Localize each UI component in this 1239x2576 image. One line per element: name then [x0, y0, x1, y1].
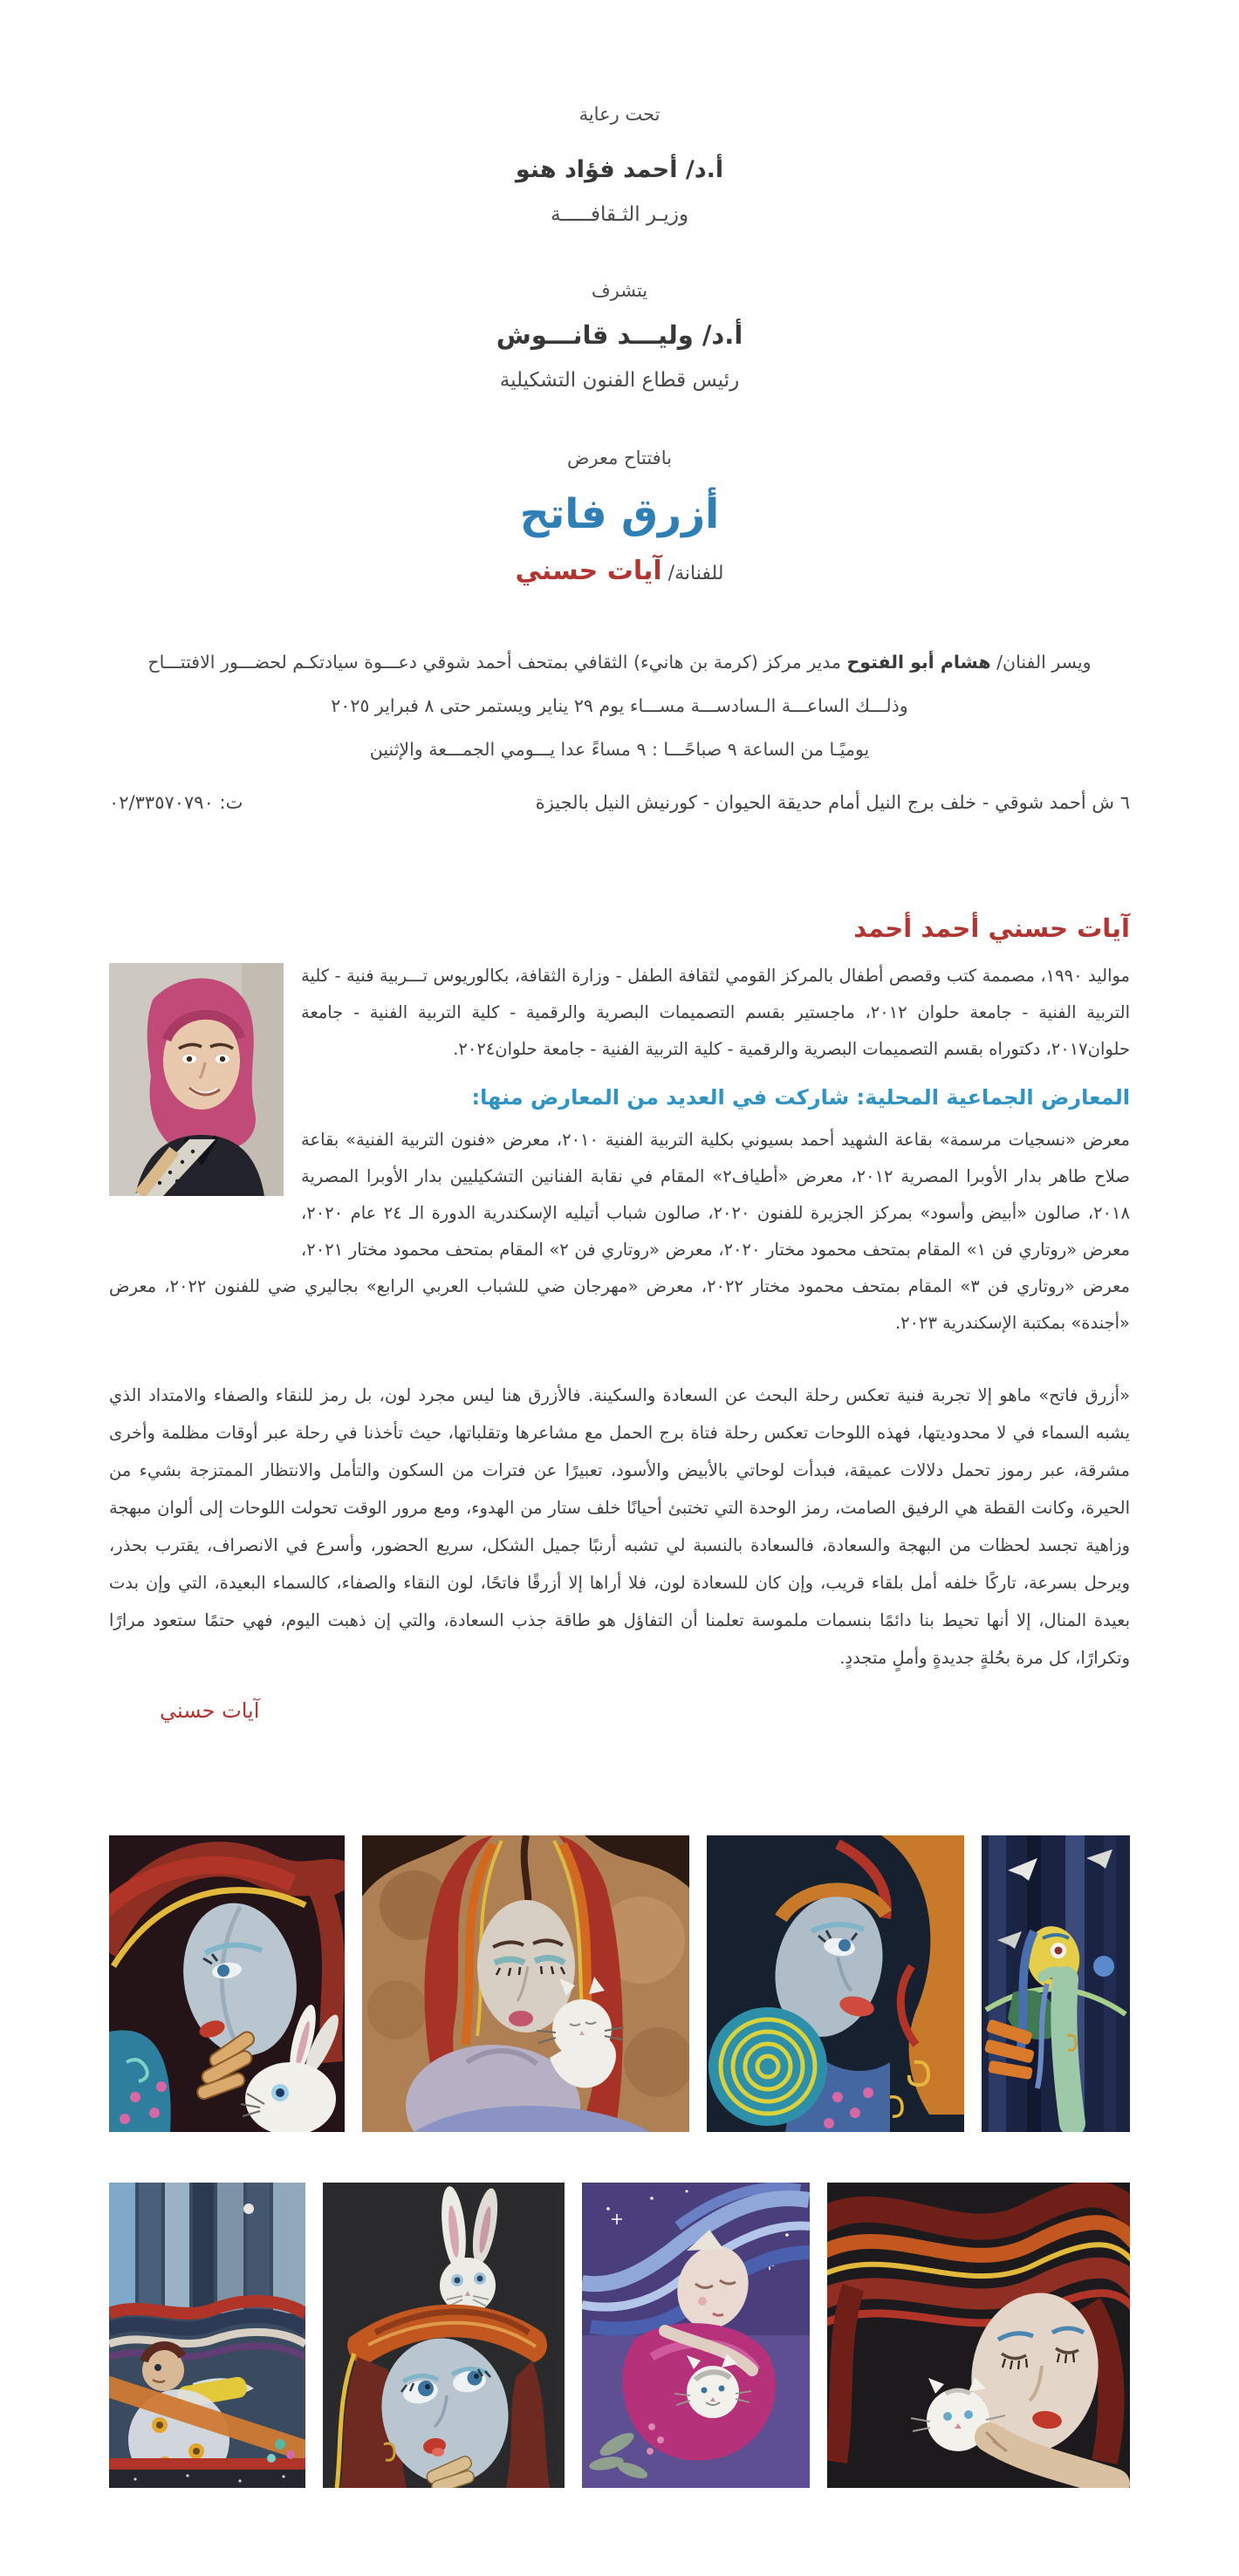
invitation-date-line: وذلـــك الساعـــة الـسادســـة مســـاء يوم ٢٩ يناير ويستمر حتى ٨ فبراير ٢٠٢٥	[331, 695, 908, 716]
artist-bio-section	[109, 911, 1130, 1725]
minister-name: أ.د/ أحمد فؤاد هنو	[515, 156, 724, 183]
gallery-row-1	[109, 1835, 1130, 2132]
invitation-hours-line: يوميًـا من الساعة ٩ صباحًـــا : ٩ مساءً عدا يـــومي الجمـــعة والإثنين	[369, 739, 870, 760]
painting-blue-collage-figure	[109, 2183, 305, 2488]
painting-rabbit-on-hat	[323, 2183, 565, 2488]
address-row	[109, 792, 1130, 813]
exhibitions-heading: المعارض الجماعية المحلية: شاركت في العديد من المعارض منها:	[471, 1085, 1130, 1110]
venue-phone: ت: ٠٢/٣٣٥٧٠٧٩٠	[109, 792, 243, 813]
invitation-line-1	[109, 640, 1130, 684]
exhibition-title: أزرق فاتح	[519, 490, 720, 538]
artist-line	[0, 553, 1239, 593]
invite-rest: مدير مركز (كرمة بن هانيء) الثقافي بمتحف أحمد شوقي دعـــوة سيادتكـم لحضـــور الافتتـــاح	[147, 652, 847, 673]
artist-statement-text: «أزرق فاتح» ماهو إلا تجربة فنية تعكس رحلة البحث عن السعادة والسكينة. فالأزرق هنا ليس مجرد لون، بل رمز للنقاء والصفاء والامتداد الذي يشبه السماء في لا محدوديتها، فهذه اللوحات تعكس رحلة فتاة برج الحمل مع مشاعرها وتقلباتها، حيث تأخذنا في رحلة عبر أوقات مظلمة وأخرى مشرقة، عبر رموز تحمل دلالات عميقة، فبدأت لوحاتي بالأبيض والأسود، تعبيرًا عن فترات من السكون والتأمل والانتظار الممتزجة بشيء من الحيرة، وكانت القطة هي الرفيق الصامت، رمز الوحدة التي تختبئ أحيانًا خلف ستار من الهدوء، ومع مرور الوقت تحولت اللوحات إلى ألوان مبهجة وزاهية تجسد لحظات من البهجة والسعادة، فالسعادة بالنسبة لي تشبه أرنبًا جميل الشكل، سريع الحضور، وأسرع في الانصراف، يقترب بحذر، ويرحل بسرعة، تاركًا خلفه أمل بلقاء قريب، وإن كان للسعادة لون، فلا أراها إلا أزرقًا فاتحًا، لون النقاء والصفاء، كالسماء البعيدة، التي وإن بدت بعيدة المنال، إلا أنها تحيط بنا دائمًا بنسمات ملموسة تعلمنا أن التفاؤل هو طاقة جذب السعادة، والتي إن ذهبت اليوم، فهي حتمًا ستعود مرارًا وتكرارًا، كل مرة بحُلةٍ جديدةٍ وأملٍ متجددٍ.	[109, 1385, 1130, 1668]
artist-prefix: للفنانة/	[661, 563, 724, 584]
artist-about-text: مواليد ١٩٩٠، مصممة كتب وقصص أطفال بالمركز القومي لثقافة الطفل - وزارة الثقافة، بكالوريوس تـــربية فنية - كلية التربية الفنية - جامعة حلوان ٢٠١٢، ماجستير بقسم التصميمات البصرية والرقمية - كلية التربية الفنية - جامعة حلوان٢٠١٧، دكتوراه بقسم التصميمات البصرية والرقمية - كلية التربية الفنية - جامعة حلوان٢٠٢٤.	[301, 966, 1131, 1059]
under-patronage-label: تحت رعاية	[578, 104, 661, 125]
artist-full-name: آيات حسني أحمد أحمد	[853, 913, 1130, 943]
artist-name: آيات حسني	[515, 556, 662, 586]
gallery-row-2	[109, 2183, 1130, 2488]
invite-prefix: ويسر الفنان/	[990, 652, 1092, 673]
honors-label: يتشرف	[591, 280, 648, 301]
minister-title: وزيـر الثـقافـــــة	[550, 203, 689, 226]
artist-portrait-image	[109, 963, 284, 1196]
opening-label: بافتتاح معرض	[567, 448, 672, 468]
patronage-header	[0, 0, 1239, 593]
venue-address: ٦ ش أحمد شوقي - خلف برج النيل أمام حديقة الحيوان - كورنيش النيل بالجيزة	[535, 792, 1130, 813]
painting-woman-holding-white-cat	[827, 2183, 1130, 2488]
invitation-text	[109, 640, 1130, 771]
painting-sleeping-woman-with-cat	[582, 2183, 810, 2488]
artist-photo	[109, 963, 284, 1196]
painting-red-hair-woman-with-cat	[362, 1835, 689, 2132]
artist-signature: آيات حسني	[160, 1698, 260, 1723]
sector-head-name: أ.د/ وليـــد قانـــوش	[496, 320, 743, 350]
painting-collage-paper-planes	[982, 1835, 1130, 2132]
exhibitions-text: معرض «نسجيات مرسمة» بقاعة الشهيد أحمد بسيوني بكلية التربية الفنية ٢٠١٠، معرض «فنون التربية الفنية» بقاعة صلاح طاهر بدار الأوبرا المصرية ٢٠١٢، معرض «أطياف٢» المقام في نقابة الفنانين التشكيليين بدار الأوبرا المصرية ٢٠١٨، صالون «أبيض وأسود» بمركز الجزيرة للفنون ٢٠٢٠، صالون شباب أتيليه الإسكندرية الدورة الـ ٢٤ عام ٢٠٢٠، معرض «روتاري فن ١» المقام بمتحف محمود مختار ٢٠٢٠، معرض «روتاري فن ٢» المقام بمتحف محمود مختار ٢٠٢١، معرض «روتاري فن ٣» المقام بمتحف محمود مختار ٢٠٢٢، معرض «مهرجان ضي للشباب العربي الرابع» بجاليري ضي للفنون ٢٠٢٢، معرض «أجندة» بمكتبة الإسكندرية ٢٠٢٣.	[109, 1130, 1131, 1333]
sector-head-title: رئيس قطاع الفنون التشكيلية	[499, 369, 740, 392]
invite-host-name: هشام أبو الفتوح	[846, 652, 991, 673]
painting-woman-with-rabbit	[109, 1835, 345, 2132]
painting-woman-with-spiral	[707, 1835, 964, 2132]
